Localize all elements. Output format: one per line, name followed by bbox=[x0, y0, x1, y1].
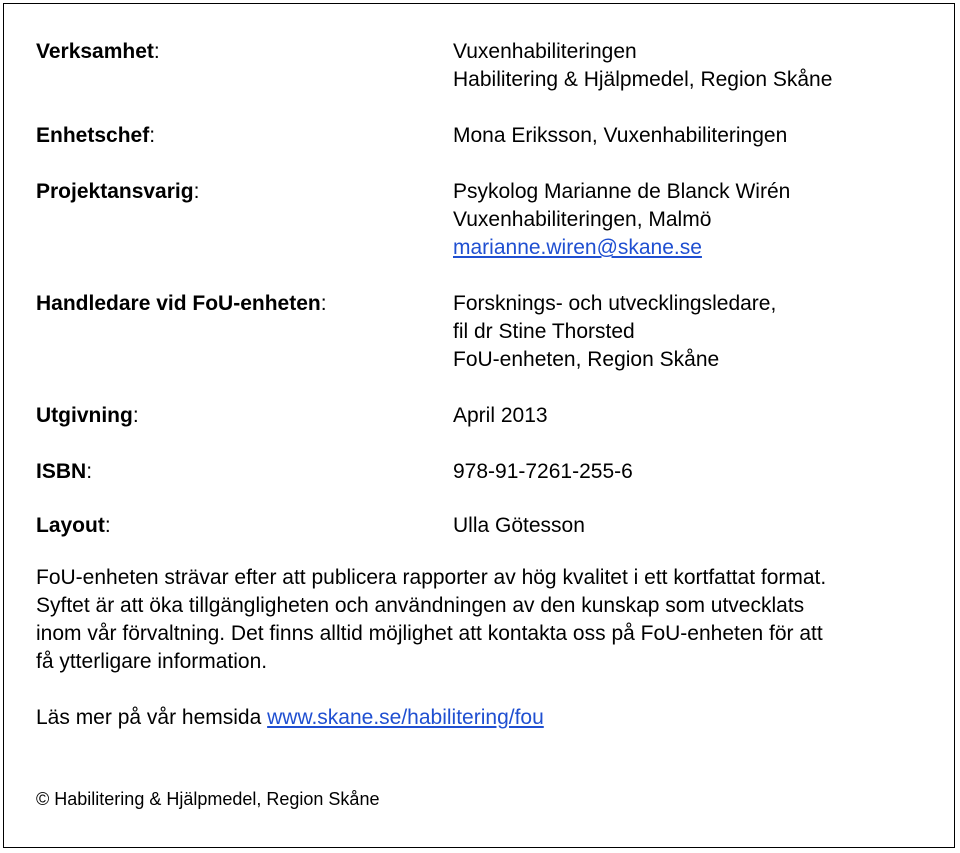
statement-line: FoU-enheten strävar efter att publicera rapporter av hög kvalitet i ett kortfattat format. bbox=[36, 566, 827, 589]
utgivning-value bbox=[453, 402, 548, 430]
isbn-value-line: 978-91-7261-255-6 bbox=[453, 460, 633, 483]
website-link[interactable]: www.skane.se/habilitering/fou bbox=[267, 706, 544, 729]
verksamhet-value-line: Vuxenhabiliteringen bbox=[453, 40, 637, 63]
projektansvarig-value bbox=[453, 178, 790, 262]
utgivning-value-line: April 2013 bbox=[453, 404, 548, 427]
projektansvarig-label: Projektansvarig: bbox=[36, 180, 200, 203]
handledare-value bbox=[453, 290, 776, 374]
layout-label: Layout: bbox=[36, 514, 111, 537]
projektansvarig-value-line: Vuxenhabiliteringen, Malmö bbox=[453, 208, 712, 231]
verksamhet-label: Verksamhet: bbox=[36, 40, 160, 63]
handledare-value-line: FoU-enheten, Region Skåne bbox=[453, 348, 720, 371]
layout-value bbox=[453, 512, 585, 540]
copyright-text: Habilitering & Hjälpmedel, Region Skåne bbox=[54, 789, 380, 809]
copyright-icon: © bbox=[36, 789, 50, 809]
verksamhet-value-line: Habilitering & Hjälpmedel, Region Skåne bbox=[453, 68, 833, 91]
enhetschef-value bbox=[453, 122, 787, 150]
enhetschef-value-line: Mona Eriksson, Vuxenhabiliteringen bbox=[453, 124, 788, 147]
layout-value-line: Ulla Götesson bbox=[453, 514, 585, 537]
statement-line: Syftet är att öka tillgängligheten och användningen av den kunskap som utvecklats bbox=[36, 594, 805, 617]
statement-line: få ytterligare information. bbox=[36, 650, 268, 673]
more-info bbox=[36, 704, 544, 732]
projektansvarig-value-line: Psykolog Marianne de Blanck Wirén bbox=[453, 180, 791, 203]
utgivning-label: Utgivning: bbox=[36, 404, 139, 427]
more-info-text: Läs mer på vår hemsida bbox=[36, 706, 262, 729]
isbn-value bbox=[453, 458, 633, 486]
handledare-value-line: fil dr Stine Thorsted bbox=[453, 320, 635, 343]
isbn-label: ISBN: bbox=[36, 460, 93, 483]
enhetschef-label: Enhetschef: bbox=[36, 124, 156, 147]
statement-paragraph bbox=[36, 564, 946, 676]
handledare-value-line: Forsknings- och utvecklingsledare, bbox=[453, 292, 777, 315]
statement-line: inom vår förvaltning. Det finns alltid möjlighet att kontakta oss på FoU-enheten för att bbox=[36, 622, 823, 645]
email-link[interactable]: marianne.wiren@skane.se bbox=[453, 236, 702, 259]
copyright bbox=[36, 786, 379, 812]
handledare-label: Handledare vid FoU-enheten: bbox=[36, 292, 327, 315]
verksamhet-value bbox=[453, 38, 832, 94]
